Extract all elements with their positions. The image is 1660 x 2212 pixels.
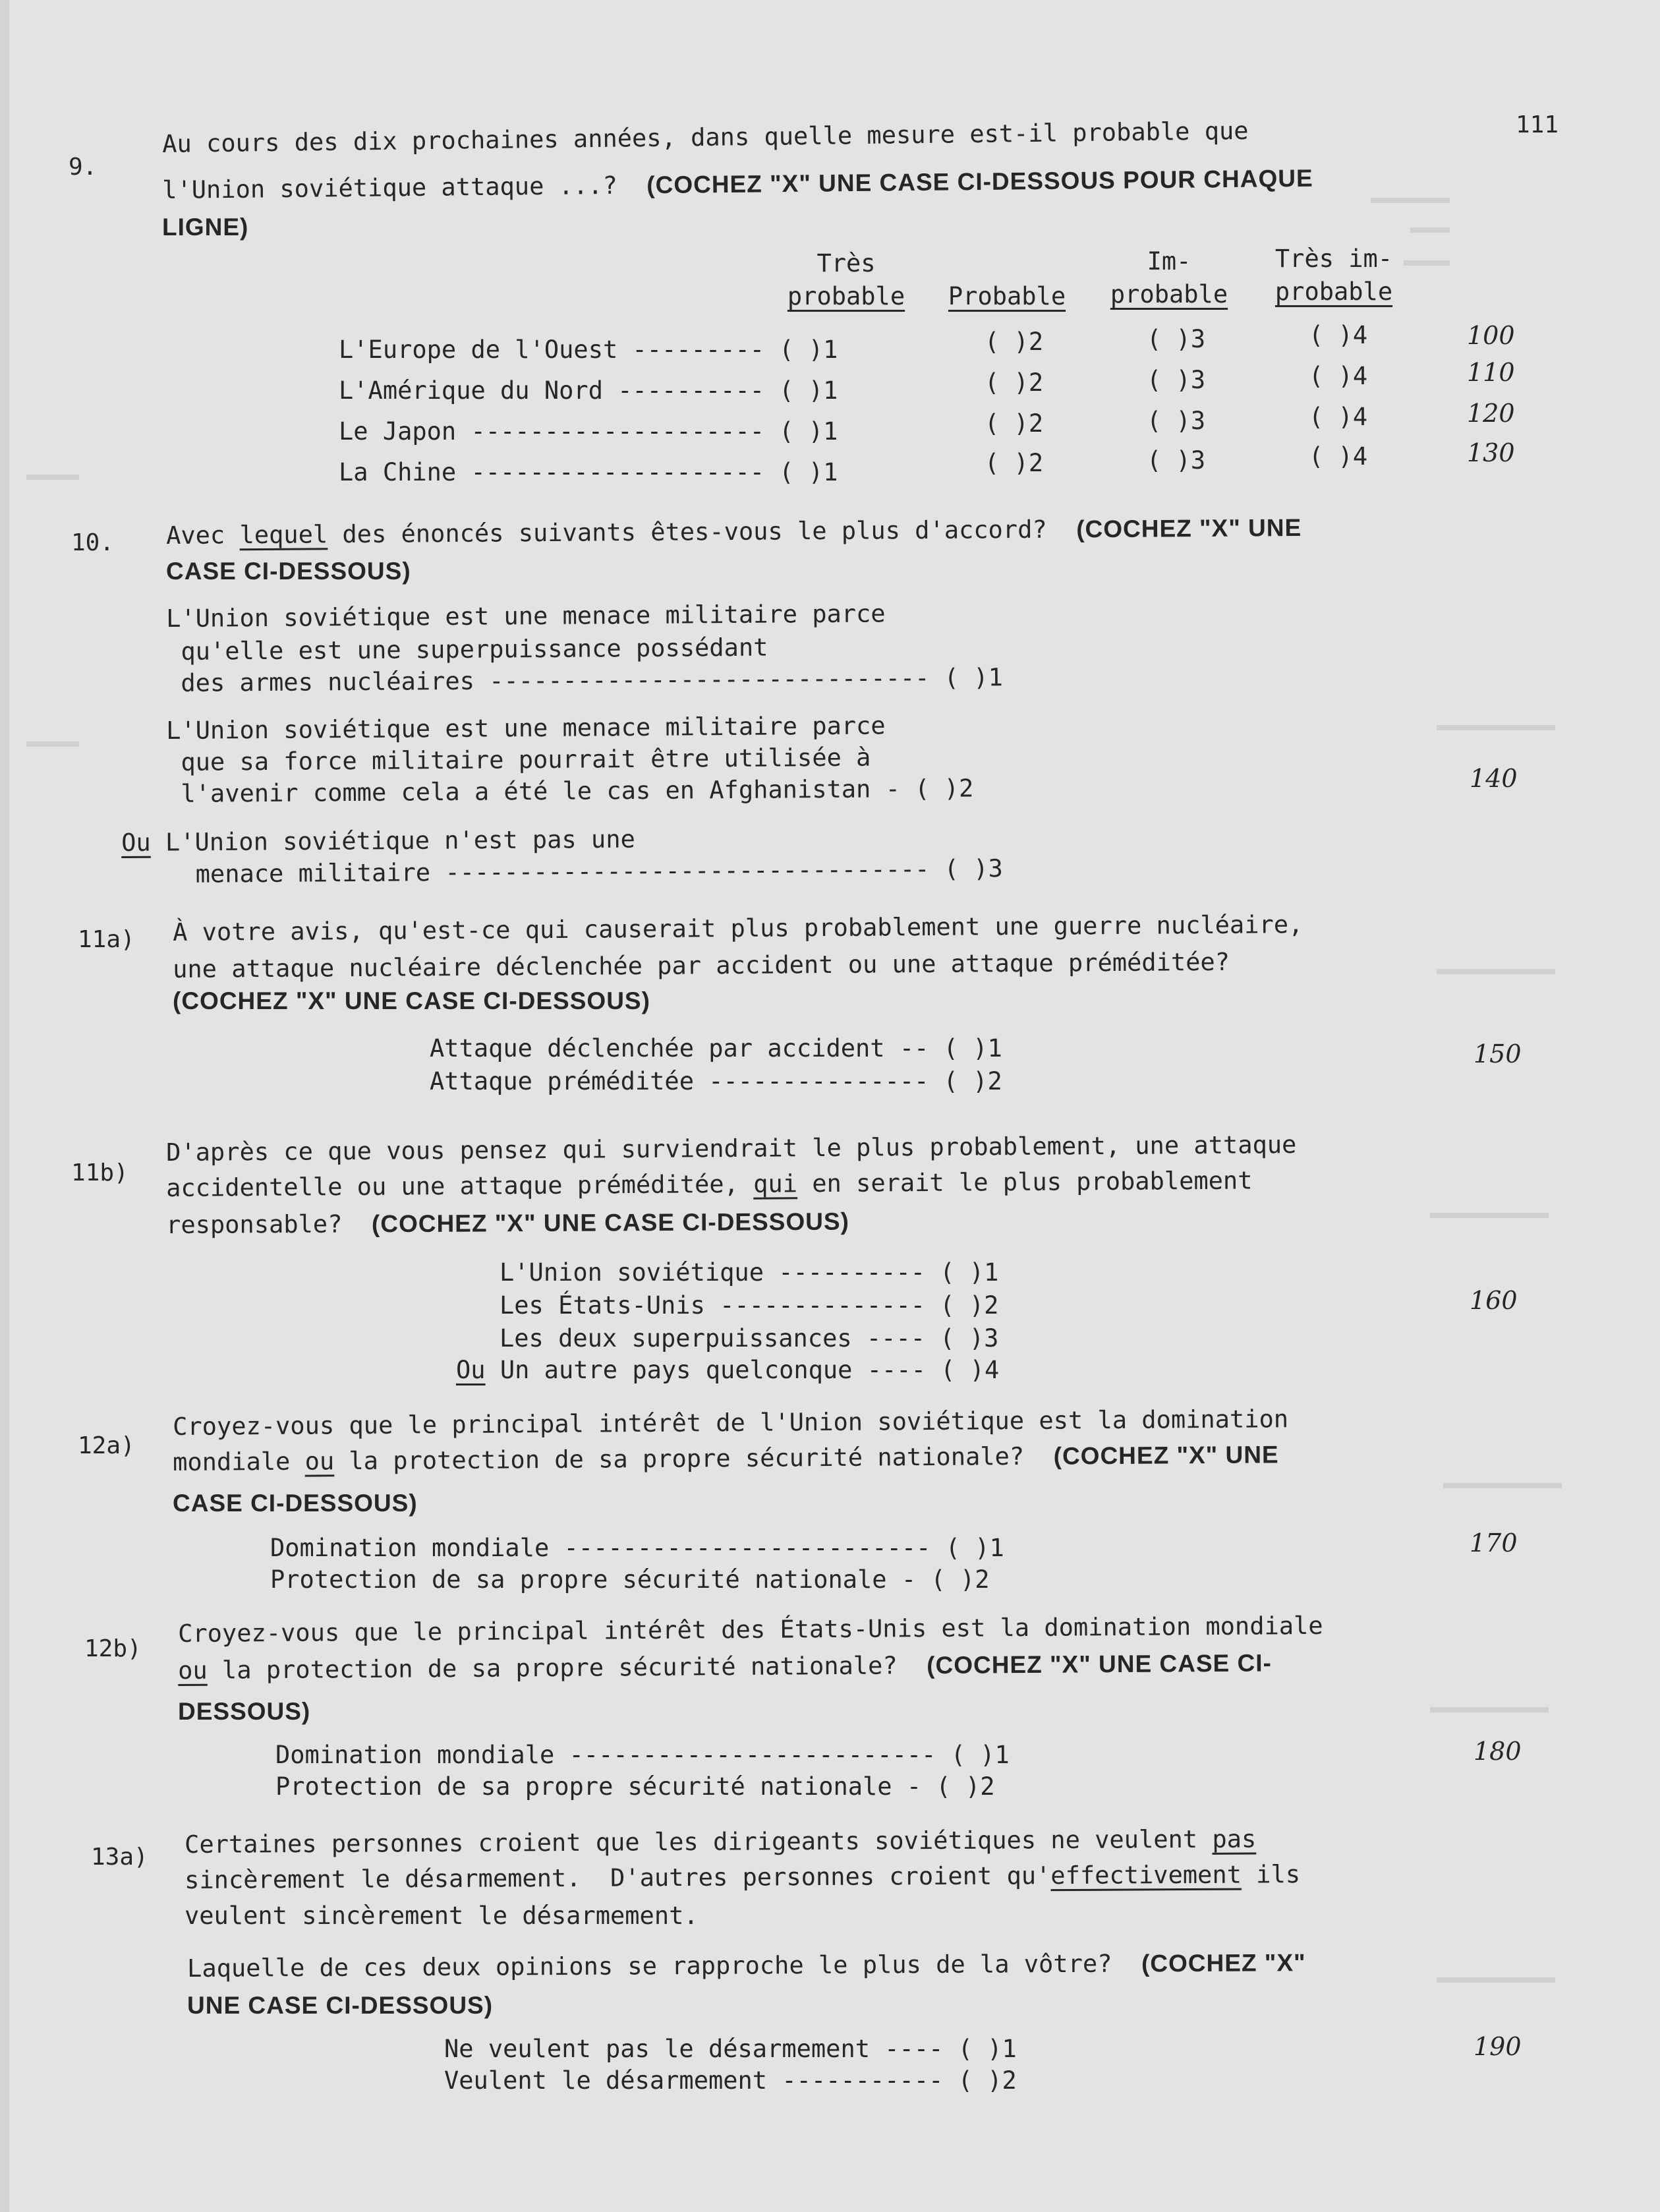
- question-text-line: [166, 515, 1302, 548]
- question-number: 10.: [71, 529, 115, 556]
- checkbox-probable[interactable]: ( )2: [985, 409, 1044, 438]
- question-text: Certaines personnes croient que les dirigeants soviétiques ne veulent: [184, 1824, 1213, 1859]
- question-number: 13a): [91, 1844, 148, 1871]
- row-label: L'Amérique du Nord ---------- ( )1: [339, 376, 838, 405]
- page-number: 111: [1516, 111, 1559, 138]
- question-text-line: [173, 1442, 1279, 1474]
- checkbox-tres-improbable[interactable]: ( )4: [1309, 362, 1368, 390]
- option-text: que sa force militaire pourrait être utilisée à: [165, 743, 871, 776]
- underlined-word: ou: [177, 1656, 208, 1685]
- column-code: 120: [1467, 399, 1515, 428]
- column-code: 170: [1470, 1528, 1518, 1557]
- question-text: accidentelle ou une attaque préméditée,: [165, 1169, 754, 1202]
- column-code: 100: [1467, 321, 1515, 350]
- column-header-top: Très im-: [1274, 245, 1393, 273]
- option-text: L'Union soviétique est une menace militaire parce: [165, 711, 886, 745]
- option-choice-1[interactable]: Domination mondiale ------------------------- ( )1: [275, 1741, 1010, 1769]
- instruction-text: (COCHEZ "X" UNE: [1053, 1441, 1279, 1470]
- checkbox-improbable[interactable]: ( )3: [1147, 407, 1206, 435]
- column-header-bottom: probable: [1274, 277, 1393, 306]
- checkbox-tres-improbable[interactable]: ( )4: [1309, 321, 1368, 349]
- option-choice-1[interactable]: L'Union soviétique ---------- ( )1: [500, 1258, 999, 1287]
- column-header-top: [941, 247, 1073, 280]
- column-header-tres-improbable: [1261, 243, 1406, 308]
- question-number: 11b): [71, 1159, 129, 1186]
- question-number: 12b): [84, 1635, 142, 1662]
- option-choice-1[interactable]: Attaque déclenchée par accident -- ( )1: [430, 1034, 1002, 1062]
- column-code: 140: [1470, 764, 1518, 793]
- instruction-text: LIGNE): [162, 214, 249, 241]
- page-edge-shadow: [0, 0, 9, 2212]
- underlined-word: ou: [304, 1447, 335, 1476]
- question-text-line: [187, 1950, 1306, 1981]
- question-text: la protection de sa propre sécurité nationale?: [334, 1441, 1025, 1476]
- option-choice-1[interactable]: Ne veulent pas le désarmement ---- ( )1: [444, 2035, 1017, 2063]
- question-text-line: [166, 1168, 1253, 1200]
- option-choice-4[interactable]: [456, 1358, 999, 1382]
- instruction-text: UNE CASE CI-DESSOUS): [187, 1992, 494, 2019]
- question-text: la protection de sa propre sécurité nationale?: [207, 1651, 898, 1685]
- instruction-text: (COCHEZ "X": [1141, 1949, 1306, 1977]
- checkbox-improbable[interactable]: ( )3: [1147, 366, 1206, 394]
- question-text-line: [185, 1826, 1256, 1857]
- option-choice-2[interactable]: l'avenir comme cela a été le cas en Afghanistan - ( )2: [165, 774, 974, 808]
- column-header-top: Im-: [1147, 247, 1191, 276]
- question-text: ils: [1241, 1860, 1301, 1889]
- option-choice-2[interactable]: Protection de sa propre sécurité nationale - ( )2: [275, 1772, 995, 1801]
- row-label: L'Europe de l'Ouest --------- ( )1: [339, 335, 838, 364]
- column-header-probable: [941, 247, 1073, 313]
- question-text-line: une attaque nucléaire déclenchée par accident ou une attaque préméditée?: [172, 947, 1230, 983]
- option-text: [121, 827, 635, 855]
- checkbox-improbable[interactable]: ( )3: [1147, 325, 1206, 353]
- instruction-text: CASE CI-DESSOUS): [173, 1490, 418, 1517]
- checkbox-tres-improbable[interactable]: ( )4: [1309, 403, 1368, 431]
- column-code: 110: [1467, 358, 1515, 387]
- question-text-line: veulent sincèrement le désarmement.: [185, 1902, 699, 1930]
- question-text-line: [178, 1650, 1272, 1683]
- underlined-word: Ou: [456, 1356, 486, 1384]
- checkbox-probable[interactable]: ( )2: [985, 449, 1044, 477]
- option-text: Un autre pays quelconque ---- ( )4: [485, 1356, 1000, 1384]
- option-text: L'Union soviétique n'est pas une: [150, 825, 635, 857]
- underlined-word: pas: [1212, 1824, 1257, 1853]
- option-choice-1[interactable]: des armes nucléaires ------------------------------ ( )1: [165, 663, 1003, 697]
- instruction-text: (COCHEZ "X" UNE CASE CI-: [927, 1649, 1272, 1679]
- question-number: 11a): [78, 926, 135, 953]
- underlined-word: Ou: [121, 828, 151, 857]
- question-text-line: [162, 166, 1313, 202]
- instruction-text: CASE CI-DESSOUS): [166, 558, 411, 585]
- instruction-text: (COCHEZ "X" UNE CASE CI-DESSOUS): [371, 1208, 849, 1238]
- question-text: des énoncés suivants êtes-vous le plus d'accord?: [328, 515, 1047, 549]
- instruction-text: (COCHEZ "X" UNE CASE CI-DESSOUS POUR CHAQUE: [646, 164, 1313, 199]
- option-text: L'Union soviétique est une menace militaire parce: [165, 599, 886, 633]
- option-text: qu'elle est une superpuissance possédant: [165, 633, 768, 666]
- column-header-bottom: Probable: [948, 281, 1066, 310]
- column-header-top: Très: [816, 249, 876, 277]
- checkbox-tres-improbable[interactable]: ( )4: [1309, 442, 1368, 471]
- option-choice-3[interactable]: Les deux superpuissances ---- ( )3: [500, 1324, 999, 1353]
- underlined-word: lequel: [239, 520, 328, 550]
- question-text-line: D'après ce que vous pensez qui surviendrait le plus probablement, une attaque: [165, 1130, 1297, 1167]
- question-text: responsable?: [165, 1209, 343, 1239]
- checkbox-probable[interactable]: ( )2: [985, 368, 1044, 397]
- column-code: 180: [1474, 1737, 1522, 1766]
- column-code: 190: [1474, 2032, 1522, 2061]
- row-label: Le Japon -------------------- ( )1: [339, 417, 838, 446]
- question-text: sincèrement le désarmement. D'autres personnes croient qu': [184, 1861, 1051, 1894]
- column-code: 130: [1467, 438, 1515, 467]
- question-number: 12a): [78, 1432, 135, 1459]
- question-text: l'Union soviétique attaque ...?: [161, 171, 617, 204]
- column-code: 150: [1474, 1039, 1522, 1068]
- question-text: Avec: [165, 521, 240, 550]
- question-text: mondiale: [172, 1447, 305, 1476]
- instruction-text: (COCHEZ "X" UNE: [1076, 513, 1302, 543]
- option-choice-2[interactable]: Les États-Unis -------------- ( )2: [500, 1291, 999, 1320]
- option-choice-1[interactable]: Domination mondiale ------------------------- ( )1: [270, 1534, 1004, 1562]
- option-choice-2[interactable]: Attaque préméditée --------------- ( )2: [430, 1067, 1002, 1095]
- option-choice-2[interactable]: Protection de sa propre sécurité nationale - ( )2: [270, 1565, 990, 1594]
- question-text-line: [166, 1209, 849, 1237]
- question-text-line: Au cours des dix prochaines années, dans quelle mesure est-il probable que: [161, 116, 1249, 158]
- question-text-line: À votre avis, qu'est-ce qui causerait plus probablement une guerre nucléaire,: [172, 910, 1303, 946]
- question-text-line: Croyez-vous que le principal intérêt des États-Unis est la domination mondiale: [177, 1611, 1323, 1648]
- column-header-tres-probable: [780, 247, 912, 313]
- question-text-line: Croyez-vous que le principal intérêt de l'Union soviétique est la domination: [172, 1405, 1289, 1441]
- checkbox-improbable[interactable]: ( )3: [1147, 446, 1206, 475]
- underlined-word: qui: [753, 1169, 798, 1198]
- question-number: 9.: [69, 154, 98, 181]
- column-header-bottom: probable: [787, 281, 905, 310]
- instruction-text: (COCHEZ "X" UNE CASE CI-DESSOUS): [173, 987, 650, 1014]
- column-code: 160: [1470, 1286, 1518, 1315]
- column-header-improbable: [1103, 245, 1235, 311]
- option-choice-3[interactable]: menace militaire --------------------------------- ( )3: [165, 854, 1003, 888]
- row-label: La Chine -------------------- ( )1: [339, 458, 838, 486]
- column-header-bottom: probable: [1110, 279, 1228, 308]
- question-text: Laquelle de ces deux opinions se rapproche le plus de la vôtre?: [186, 1949, 1112, 1983]
- question-text-line: [185, 1862, 1300, 1892]
- checkbox-probable[interactable]: ( )2: [985, 328, 1044, 356]
- option-choice-2[interactable]: Veulent le désarmement ----------- ( )2: [444, 2066, 1017, 2095]
- instruction-text: DESSOUS): [178, 1698, 311, 1725]
- question-text: en serait le plus probablement: [797, 1166, 1253, 1198]
- underlined-word: effectivement: [1050, 1860, 1242, 1890]
